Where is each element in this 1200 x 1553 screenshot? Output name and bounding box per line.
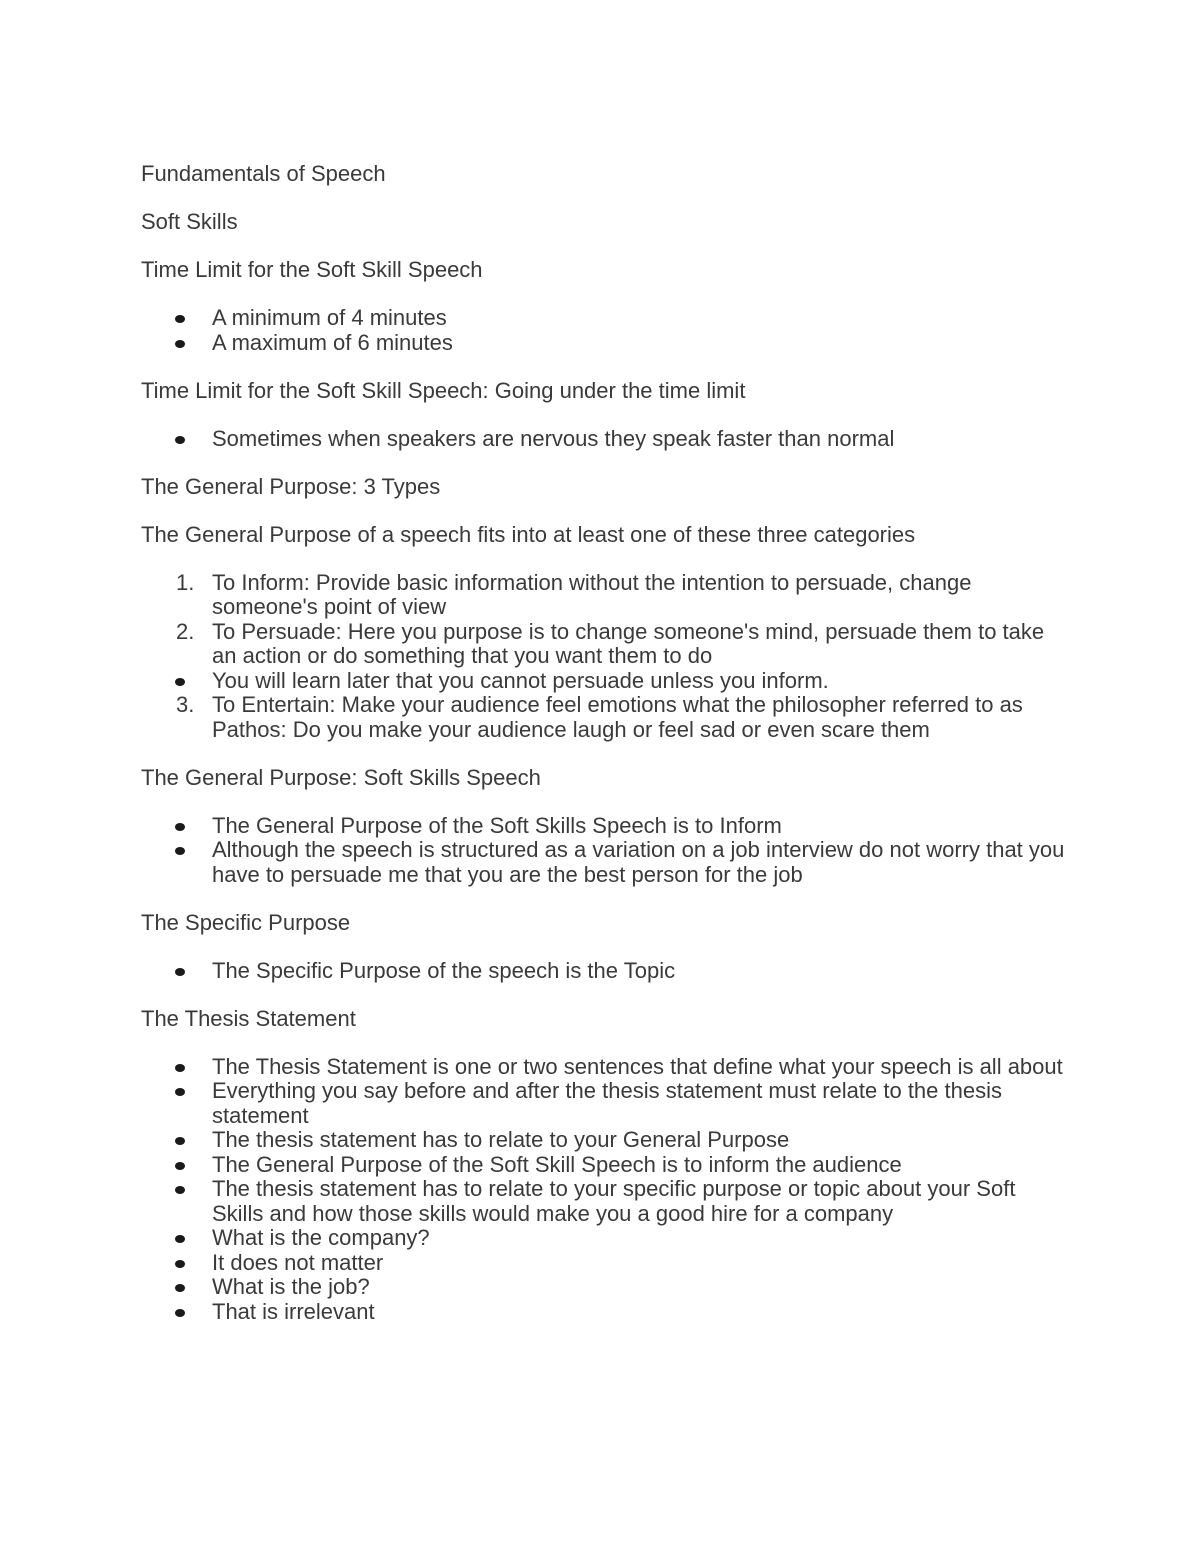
bullet-icon <box>175 1088 185 1096</box>
list-item <box>141 1079 1071 1128</box>
list-item-text: The thesis statement has to relate to your General Purpose <box>212 1127 790 1152</box>
list-item <box>141 1128 1071 1153</box>
section-list <box>141 306 1071 355</box>
list-item-text: The Thesis Statement is one or two sentences that define what your speech is all about <box>212 1053 1063 1079</box>
document-sections <box>141 258 1071 1324</box>
list-item <box>141 669 1071 694</box>
section-list <box>141 814 1071 888</box>
section-list <box>141 427 1071 452</box>
list-item-text: The thesis statement has to relate to your specific purpose or topic about your Soft Skills and how those skills would make you a good hire for a company <box>212 1176 1016 1226</box>
list-item-text: To Inform: Provide basic information without the intention to persuade, change someone's point of view <box>212 569 972 619</box>
list-item <box>141 306 1071 331</box>
section-heading: Time Limit for the Soft Skill Speech: Going under the time limit <box>141 377 746 403</box>
list-item <box>141 838 1071 887</box>
section-heading: The General Purpose: Soft Skills Speech <box>141 764 541 790</box>
bullet-icon <box>175 678 185 686</box>
bullet-icon <box>175 436 185 444</box>
section-heading: The General Purpose: 3 Types <box>141 473 441 499</box>
section-list <box>141 959 1071 984</box>
bullet-icon <box>175 1235 185 1243</box>
list-item-text: A minimum of 4 minutes <box>212 305 447 330</box>
list-item <box>141 1300 1071 1325</box>
bullet-icon <box>175 1064 185 1072</box>
document-page <box>141 162 1071 1348</box>
list-number: 3. <box>176 692 195 717</box>
list-item <box>141 693 1071 742</box>
list-item-text: You will learn later that you cannot persuade unless you inform. <box>212 667 829 693</box>
list-item-text: The General Purpose of the Soft Skills Speech is to Inform <box>212 812 782 838</box>
list-item <box>141 1275 1071 1300</box>
list-item <box>141 427 1071 452</box>
list-item <box>141 1055 1071 1080</box>
bullet-icon <box>175 968 185 976</box>
list-item-text: Everything you say before and after the thesis statement must relate to the thesis statement <box>212 1078 1002 1128</box>
list-item <box>141 959 1071 984</box>
list-item-text: The General Purpose of the Soft Skill Speech is to inform the audience <box>212 1151 902 1177</box>
list-item-text: Although the speech is structured as a variation on a job interview do not worry that you have to persuade me that you are the best person for the job <box>212 837 1065 887</box>
bullet-icon <box>175 1186 185 1194</box>
document-subtitle: Soft Skills <box>141 209 238 234</box>
bullet-icon <box>175 823 185 831</box>
list-number: 2. <box>176 618 195 644</box>
list-item <box>141 571 1071 620</box>
list-item <box>141 1177 1071 1226</box>
section-heading: The Thesis Statement <box>141 1005 356 1031</box>
bullet-icon <box>175 340 185 348</box>
bullet-icon <box>175 1284 185 1292</box>
list-item-text: To Entertain: Make your audience feel emotions what the philosopher referred to as Pathos: Do you make your audience laugh or feel sad or even scare them <box>212 692 1023 742</box>
section-heading: The Specific Purpose <box>141 909 351 935</box>
section-heading: Time Limit for the Soft Skill Speech <box>141 257 483 282</box>
section-list <box>141 1055 1071 1325</box>
bullet-icon <box>175 1309 185 1317</box>
list-number: 1. <box>176 569 195 595</box>
list-item-text: It does not matter <box>212 1249 384 1275</box>
list-item <box>141 620 1071 669</box>
bullet-icon <box>175 847 185 855</box>
list-item-text: That is irrelevant <box>212 1298 375 1324</box>
list-item-text: The Specific Purpose of the speech is the Topic <box>212 957 676 983</box>
list-item-text: A maximum of 6 minutes <box>212 329 453 355</box>
list-item <box>141 1251 1071 1276</box>
section-list <box>141 571 1071 743</box>
list-item-text: To Persuade: Here you purpose is to change someone's mind, persuade them to take an action or do something that you want them to do <box>212 618 1045 668</box>
list-item <box>141 814 1071 839</box>
list-item <box>141 1153 1071 1178</box>
document-title: Fundamentals of Speech <box>141 161 386 186</box>
list-item-text: What is the company? <box>212 1225 430 1250</box>
list-item <box>141 1226 1071 1251</box>
bullet-icon <box>175 315 185 323</box>
list-item <box>141 331 1071 356</box>
bullet-icon <box>175 1137 185 1145</box>
section-heading: The General Purpose of a speech fits into at least one of these three categories <box>141 521 916 547</box>
bullet-icon <box>175 1162 185 1170</box>
list-item-text: Sometimes when speakers are nervous they speak faster than normal <box>212 425 895 451</box>
list-item-text: What is the job? <box>212 1274 370 1299</box>
bullet-icon <box>175 1260 185 1268</box>
